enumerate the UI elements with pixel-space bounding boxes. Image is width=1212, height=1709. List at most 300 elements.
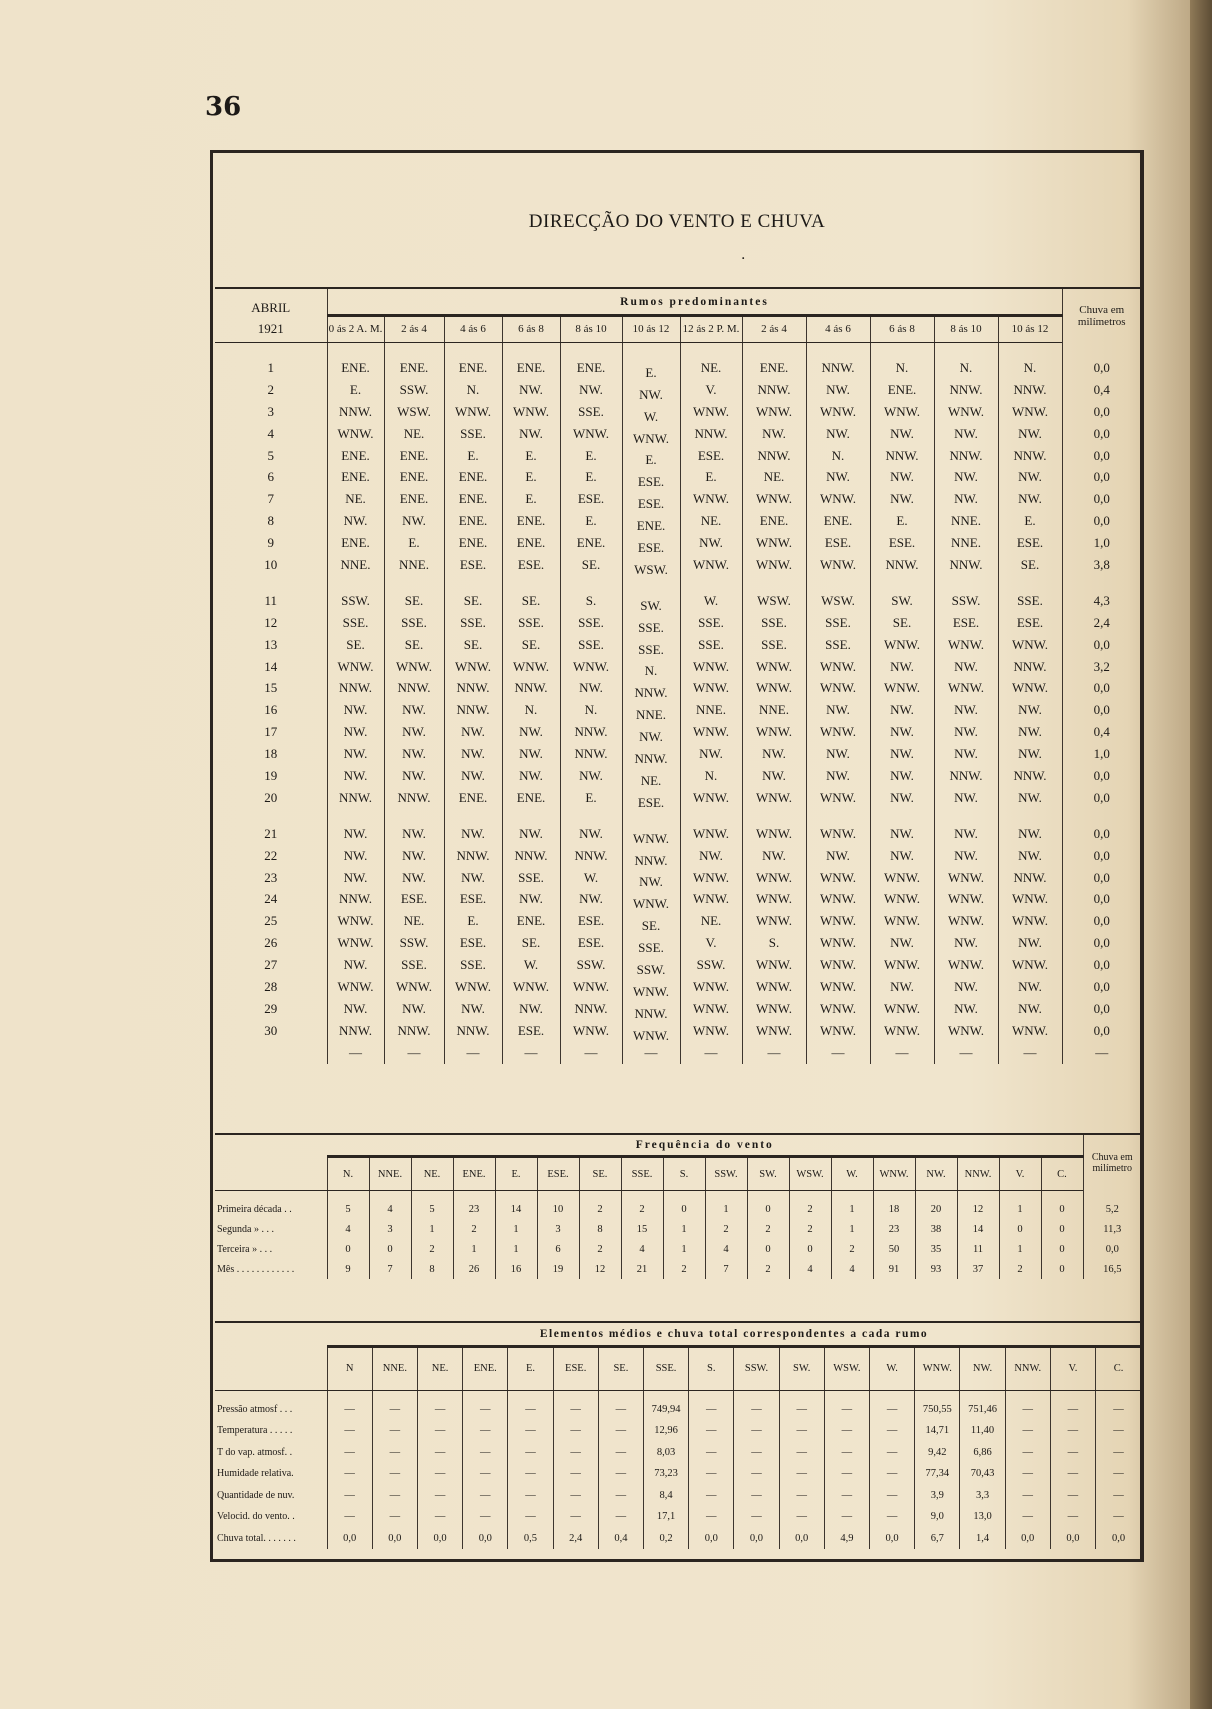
wind-direction: WNW.: [742, 976, 806, 998]
elements-header: Elementos médios e chuva total correspondentes a cada rumo: [327, 1322, 1141, 1346]
wind-direction: ENE.: [502, 510, 560, 532]
wind-direction: NNW.: [327, 677, 384, 699]
wind-direction: WNW.: [622, 976, 680, 998]
period-header: 6 ás 8: [502, 316, 560, 343]
elements-row: [215, 1506, 1141, 1528]
frequency-column-header: ENE.: [453, 1157, 495, 1191]
wind-direction: NW.: [327, 510, 384, 532]
wind-direction: WNW.: [806, 867, 870, 889]
wind-direction: E.: [622, 357, 680, 379]
wind-direction: SE.: [444, 634, 502, 656]
wind-direction: WNW.: [870, 867, 934, 889]
wind-direction: NNE.: [327, 554, 384, 576]
table-row: [215, 998, 1141, 1020]
element-value: —: [870, 1463, 915, 1485]
wind-direction: NW.: [444, 998, 502, 1020]
wind-direction: ESE.: [444, 888, 502, 910]
frequency-value: 3: [537, 1219, 579, 1239]
frequency-value: 2: [411, 1239, 453, 1259]
wind-direction: W.: [560, 867, 622, 889]
element-value: —: [1005, 1442, 1050, 1464]
rain-value: 0,0: [1062, 867, 1141, 889]
wind-direction: NW.: [998, 787, 1062, 809]
dash-cell: —: [327, 1042, 384, 1064]
element-value: 3,3: [960, 1485, 1005, 1507]
element-value: 6,86: [960, 1442, 1005, 1464]
table-row: [215, 656, 1141, 678]
wind-direction: WNW.: [680, 677, 742, 699]
wind-direction: NW.: [934, 721, 998, 743]
element-value: —: [372, 1442, 417, 1464]
frequency-column-header: S.: [663, 1157, 705, 1191]
element-value: —: [598, 1463, 643, 1485]
period-header: 4 ás 6: [806, 316, 870, 343]
wind-direction: ESE.: [998, 532, 1062, 554]
wind-direction: NNW.: [934, 445, 998, 467]
wind-direction: NNW.: [444, 677, 502, 699]
element-value: 3,9: [915, 1485, 960, 1507]
rain-value: 4,3: [1062, 590, 1141, 612]
wind-direction: WSW.: [384, 401, 444, 423]
wind-direction: SSE.: [806, 634, 870, 656]
wind-direction: SE.: [502, 932, 560, 954]
day-number: 16: [264, 702, 278, 718]
elements-row: [215, 1485, 1141, 1507]
rain-value: 0,0: [1062, 488, 1141, 510]
frequency-value: 15: [621, 1219, 663, 1239]
wind-direction: NW.: [998, 998, 1062, 1020]
wind-direction: NE.: [742, 466, 806, 488]
wind-direction: NW.: [622, 867, 680, 889]
day-number: 2: [267, 381, 274, 397]
day-number: 6: [267, 469, 274, 485]
day-number: 9: [267, 535, 274, 551]
period-header: 4 ás 6: [444, 316, 502, 343]
wind-direction: NNW.: [560, 845, 622, 867]
wind-direction: NW.: [870, 845, 934, 867]
frequency-value: 37: [957, 1259, 999, 1279]
frequency-column-header: NE.: [411, 1157, 453, 1191]
frequency-value: 1: [831, 1199, 873, 1219]
element-value: —: [327, 1420, 372, 1442]
wind-direction: NW.: [870, 699, 934, 721]
table-row: [215, 823, 1141, 845]
table-row: [215, 677, 1141, 699]
elements-column-header: C.: [1096, 1346, 1141, 1390]
wind-direction: NW.: [622, 721, 680, 743]
frequency-value: 2: [705, 1219, 747, 1239]
element-value: —: [734, 1485, 779, 1507]
element-value: —: [824, 1485, 869, 1507]
wind-direction: NW.: [560, 823, 622, 845]
wind-direction: NW.: [806, 379, 870, 401]
rain-value: 3,2: [1062, 656, 1141, 678]
wind-direction: NNE.: [622, 699, 680, 721]
wind-direction: WNW.: [742, 910, 806, 932]
wind-direction: SE.: [327, 634, 384, 656]
wind-direction: W.: [502, 954, 560, 976]
wind-direction: ENE.: [742, 357, 806, 379]
frequency-value: 6: [537, 1239, 579, 1259]
wind-direction: NW.: [934, 976, 998, 998]
wind-direction: NNE.: [680, 699, 742, 721]
wind-direction: WNW.: [622, 823, 680, 845]
wind-direction: WNW.: [742, 656, 806, 678]
table-row: [215, 357, 1141, 379]
wind-direction: WSW.: [806, 590, 870, 612]
wind-direction: SW.: [622, 590, 680, 612]
wind-direction: NNW.: [384, 787, 444, 809]
day-number: 8: [267, 513, 274, 529]
wind-direction: NW.: [998, 976, 1062, 998]
wind-direction: NNW.: [327, 888, 384, 910]
wind-direction: NW.: [870, 466, 934, 488]
wind-direction: WNW.: [870, 677, 934, 699]
wind-direction: WNW.: [806, 488, 870, 510]
wind-direction: ENE.: [384, 445, 444, 467]
wind-direction: WNW.: [806, 910, 870, 932]
wind-direction: NNW.: [680, 423, 742, 445]
frequency-row: [215, 1239, 1141, 1259]
frequency-value: 2: [453, 1219, 495, 1239]
rain-value: 0,0: [1062, 1020, 1141, 1042]
frequency-value: 1: [663, 1219, 705, 1239]
wind-direction: NW.: [327, 823, 384, 845]
wind-direction: NNW.: [384, 1020, 444, 1042]
day-number: 21: [264, 825, 278, 841]
rumos-header: Rumos predominantes: [327, 288, 1062, 316]
elements-column-header: NE.: [417, 1346, 462, 1390]
element-value: —: [870, 1399, 915, 1421]
rain-value: 5,2: [1083, 1199, 1141, 1219]
wind-direction: NNW.: [327, 787, 384, 809]
element-value: —: [508, 1442, 553, 1464]
wind-direction: WNW.: [622, 423, 680, 445]
wind-direction: E.: [560, 445, 622, 467]
wind-direction: WNW.: [870, 634, 934, 656]
wind-direction: NNW.: [444, 1020, 502, 1042]
rain-value: 0,0: [1062, 677, 1141, 699]
element-value: 17,1: [643, 1506, 688, 1528]
wind-direction: NW.: [806, 743, 870, 765]
wind-direction: WNW.: [680, 488, 742, 510]
period-header: 2 ás 4: [742, 316, 806, 343]
frequency-value: 1: [495, 1219, 537, 1239]
wind-direction: ENE.: [444, 466, 502, 488]
wind-direction: NNW.: [560, 721, 622, 743]
wind-direction: E.: [327, 379, 384, 401]
dash-cell: —: [502, 1042, 560, 1064]
element-value: —: [598, 1442, 643, 1464]
wind-direction: SSW.: [560, 954, 622, 976]
frequency-value: 4: [789, 1259, 831, 1279]
row-label: Temperatura . . . . .: [217, 1425, 293, 1437]
element-value: 73,23: [643, 1463, 688, 1485]
wind-direction: WNW.: [327, 656, 384, 678]
day-number: 18: [264, 746, 278, 762]
wind-direction: WNW.: [806, 677, 870, 699]
wind-direction: SE.: [870, 612, 934, 634]
frequency-value: 1: [663, 1239, 705, 1259]
frequency-row: [215, 1199, 1141, 1219]
frequency-value: 2: [747, 1219, 789, 1239]
day-number: 5: [267, 447, 274, 463]
element-value: —: [372, 1420, 417, 1442]
wind-direction: NW.: [384, 765, 444, 787]
element-value: 749,94: [643, 1399, 688, 1421]
element-value: —: [1050, 1420, 1095, 1442]
frequency-column-header: WNW.: [873, 1157, 915, 1191]
wind-direction: E.: [680, 466, 742, 488]
rain-value: 0,0: [1062, 765, 1141, 787]
wind-direction: SSE.: [560, 401, 622, 423]
wind-direction: SSW.: [384, 379, 444, 401]
table-row: [215, 1020, 1141, 1042]
element-value: —: [598, 1485, 643, 1507]
day-number: 15: [264, 680, 278, 696]
element-value: —: [327, 1399, 372, 1421]
wind-direction: NW.: [998, 823, 1062, 845]
element-value: —: [1096, 1485, 1141, 1507]
element-value: —: [1050, 1463, 1095, 1485]
element-value: —: [417, 1399, 462, 1421]
element-value: —: [1005, 1463, 1050, 1485]
wind-direction: NNW.: [870, 445, 934, 467]
wind-direction: E.: [502, 466, 560, 488]
element-value: 4,9: [824, 1528, 869, 1550]
dash-cell: —: [998, 1042, 1062, 1064]
element-value: —: [734, 1399, 779, 1421]
wind-direction: WNW.: [742, 867, 806, 889]
wind-direction: W.: [622, 401, 680, 423]
wind-direction: WNW.: [806, 1020, 870, 1042]
wind-direction: NE.: [680, 357, 742, 379]
wind-direction: N.: [806, 445, 870, 467]
wind-direction: N.: [502, 699, 560, 721]
page-number: 36: [205, 92, 242, 122]
elements-column-header: W.: [870, 1346, 915, 1390]
rain-value: 0,0: [1062, 888, 1141, 910]
element-value: —: [689, 1442, 734, 1464]
element-value: —: [553, 1399, 598, 1421]
day-number: 1: [267, 359, 274, 375]
element-value: 12,96: [643, 1420, 688, 1442]
wind-direction: NW.: [870, 488, 934, 510]
frequency-value: 10: [537, 1199, 579, 1219]
wind-direction: NW.: [384, 823, 444, 845]
rain-value: 0,0: [1062, 976, 1141, 998]
frequency-value: 2: [789, 1219, 831, 1239]
table-row: [215, 699, 1141, 721]
element-value: —: [372, 1399, 417, 1421]
wind-frequency-table: [215, 1133, 1141, 1279]
wind-direction: NW.: [870, 721, 934, 743]
frequency-value: 0: [327, 1239, 369, 1259]
element-value: 0,0: [689, 1528, 734, 1550]
element-value: —: [779, 1463, 824, 1485]
element-value: —: [689, 1463, 734, 1485]
elements-column-header: S.: [689, 1346, 734, 1390]
wind-direction: NE.: [680, 510, 742, 532]
element-value: —: [870, 1420, 915, 1442]
wind-direction: NE.: [384, 423, 444, 445]
wind-direction: ESE.: [870, 532, 934, 554]
period-header: 0 ás 2 A. M.: [327, 316, 384, 343]
element-value: 0,0: [417, 1528, 462, 1550]
element-value: 0,0: [327, 1528, 372, 1550]
day-number: 3: [267, 403, 274, 419]
wind-direction: ENE.: [444, 357, 502, 379]
wind-direction: ENE.: [327, 532, 384, 554]
wind-direction: WNW.: [934, 888, 998, 910]
element-value: —: [1096, 1463, 1141, 1485]
wind-direction: WNW.: [680, 998, 742, 1020]
wind-direction: WNW.: [998, 401, 1062, 423]
element-value: —: [1050, 1506, 1095, 1528]
wind-direction: WNW.: [742, 1020, 806, 1042]
element-value: —: [553, 1463, 598, 1485]
wind-direction: NNW.: [622, 845, 680, 867]
wind-direction: WNW.: [680, 867, 742, 889]
wind-direction: SSE.: [742, 634, 806, 656]
wind-direction: NW.: [502, 743, 560, 765]
wind-direction: NW.: [870, 423, 934, 445]
wind-direction: ENE.: [502, 787, 560, 809]
wind-direction: N.: [870, 357, 934, 379]
frequency-column-header: C.: [1041, 1157, 1083, 1191]
table-row: [215, 445, 1141, 467]
wind-direction: NW.: [742, 743, 806, 765]
rain-value: 0,0: [1062, 401, 1141, 423]
period-header: 10 ás 12: [622, 316, 680, 343]
wind-direction: NW.: [934, 845, 998, 867]
wind-direction: E.: [870, 510, 934, 532]
wind-direction: WNW.: [934, 954, 998, 976]
wind-direction: SSE.: [384, 954, 444, 976]
frequency-value: 0: [1041, 1239, 1083, 1259]
element-value: 750,55: [915, 1399, 960, 1421]
wind-direction: NNE.: [384, 554, 444, 576]
wind-direction: NNW.: [502, 677, 560, 699]
dash-cell: —: [384, 1042, 444, 1064]
wind-direction: WNW.: [680, 787, 742, 809]
frequency-value: 0: [1041, 1219, 1083, 1239]
day-number: 20: [264, 789, 278, 805]
element-value: 0,0: [1096, 1528, 1141, 1550]
element-value: —: [1005, 1420, 1050, 1442]
elements-column-header: SW.: [779, 1346, 824, 1390]
wind-direction: ENE.: [327, 357, 384, 379]
frequency-value: 4: [621, 1239, 663, 1259]
element-value: —: [463, 1420, 508, 1442]
elements-row: [215, 1528, 1141, 1550]
frequency-column-header: V.: [999, 1157, 1041, 1191]
wind-direction: NNW.: [806, 357, 870, 379]
wind-direction: SSW.: [934, 590, 998, 612]
wind-direction: NW.: [806, 845, 870, 867]
wind-direction: NW.: [742, 765, 806, 787]
wind-direction: SSE.: [444, 954, 502, 976]
element-value: —: [1050, 1442, 1095, 1464]
element-value: —: [417, 1442, 462, 1464]
frequency-column-header: SSE.: [621, 1157, 663, 1191]
wind-direction: NNW.: [934, 765, 998, 787]
frequency-column-header: N.: [327, 1157, 369, 1191]
table-row: [215, 612, 1141, 634]
element-value: —: [779, 1506, 824, 1528]
frequency-value: 21: [621, 1259, 663, 1279]
wind-direction: E.: [502, 445, 560, 467]
rain-value: 0,0: [1062, 932, 1141, 954]
wind-direction: WNW.: [870, 888, 934, 910]
frequency-value: 0: [747, 1199, 789, 1219]
wind-direction: NW.: [327, 699, 384, 721]
rain-value: 1,0: [1062, 743, 1141, 765]
elements-column-header: ENE.: [463, 1346, 508, 1390]
wind-direction: NNW.: [327, 1020, 384, 1042]
wind-direction: NW.: [680, 743, 742, 765]
elements-column-header: NNE.: [372, 1346, 417, 1390]
frequency-value: 0: [747, 1239, 789, 1259]
wind-direction: NW.: [934, 823, 998, 845]
wind-direction: WNW.: [680, 888, 742, 910]
frequency-value: 23: [453, 1199, 495, 1219]
frequency-value: 2: [663, 1259, 705, 1279]
wind-direction: WNW.: [742, 488, 806, 510]
wind-direction: WNW.: [742, 888, 806, 910]
frequency-value: 0: [663, 1199, 705, 1219]
wind-direction: NW.: [444, 721, 502, 743]
frequency-value: 4: [831, 1259, 873, 1279]
wind-direction: WNW.: [502, 976, 560, 998]
element-value: 0,0: [1050, 1528, 1095, 1550]
wind-direction: E.: [560, 510, 622, 532]
element-value: —: [824, 1420, 869, 1442]
elements-column-header: WSW.: [824, 1346, 869, 1390]
wind-direction: WNW.: [742, 998, 806, 1020]
wind-direction: WNW.: [680, 1020, 742, 1042]
elements-row: [215, 1399, 1141, 1421]
frequency-value: 1: [411, 1219, 453, 1239]
element-value: 0,5: [508, 1528, 553, 1550]
element-value: —: [1096, 1420, 1141, 1442]
element-value: 6,7: [915, 1528, 960, 1550]
element-value: —: [1050, 1485, 1095, 1507]
wind-direction: WNW.: [560, 656, 622, 678]
wind-direction: NW.: [998, 466, 1062, 488]
wind-direction: NW.: [870, 743, 934, 765]
table-row: [215, 976, 1141, 998]
wind-direction: N.: [680, 765, 742, 787]
element-value: 70,43: [960, 1463, 1005, 1485]
wind-direction: ESE.: [622, 787, 680, 809]
wind-direction: SE.: [384, 634, 444, 656]
element-value: —: [553, 1420, 598, 1442]
wind-direction: NW.: [998, 721, 1062, 743]
wind-direction: NNW.: [998, 379, 1062, 401]
wind-direction: SSE.: [327, 612, 384, 634]
element-value: —: [417, 1420, 462, 1442]
rain-value: 0,0: [1062, 445, 1141, 467]
table-row: [215, 554, 1141, 576]
wind-direction: WNW.: [934, 634, 998, 656]
wind-direction: ESE.: [502, 554, 560, 576]
frequency-value: 7: [705, 1259, 747, 1279]
wind-direction: ENE.: [502, 357, 560, 379]
wind-direction: WNW.: [560, 423, 622, 445]
wind-direction: SSW.: [622, 954, 680, 976]
element-value: 751,46: [960, 1399, 1005, 1421]
